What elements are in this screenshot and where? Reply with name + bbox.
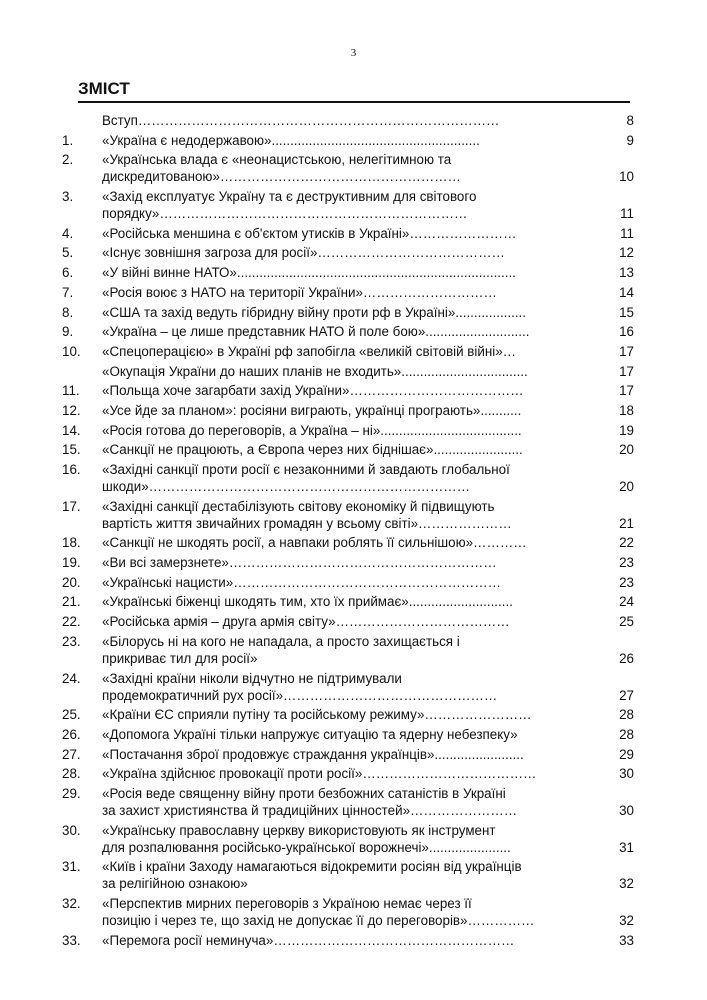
entry-title: за релігійною ознакою» [102, 876, 248, 892]
entry-number: 4. [62, 225, 74, 241]
entry-title: шкоди»……………………………………………………………… [102, 479, 471, 494]
toc-entry [62, 633, 634, 667]
entry-title: «Перемога росії неминуча»……………………………………………… [102, 932, 515, 948]
entry-title: «Окупація України до наших планів не входить».................................. [102, 363, 528, 379]
entry-number: 21. [62, 594, 81, 610]
entry-page: 26 [619, 650, 634, 666]
toc-line [62, 822, 634, 839]
entry-page: 27 [619, 687, 634, 703]
toc-line [62, 402, 634, 419]
entry-number: 3. [62, 189, 74, 205]
entry-number: 28. [62, 766, 81, 782]
entry-page: 11 [620, 225, 634, 241]
toc-line [62, 151, 634, 168]
entry-number: 9. [62, 324, 74, 340]
entry-number: 5. [62, 245, 74, 261]
toc-line [62, 726, 634, 743]
entry-number: 32. [62, 896, 81, 911]
entry-title: «США та захід ведуть гібридну війну проти рф в Україні»................... [102, 304, 526, 320]
toc-entry [62, 244, 634, 261]
toc-line [62, 168, 634, 185]
toc-entry [62, 343, 634, 360]
toc-line [62, 650, 634, 667]
entry-page: 25 [619, 614, 634, 630]
toc-entry [62, 574, 634, 591]
entry-title: продемократичний рух росії»………………………………………… [102, 687, 498, 703]
entry-page: 18 [619, 402, 634, 418]
toc-line [62, 284, 634, 301]
toc-line [62, 498, 634, 515]
toc-entry [62, 132, 634, 149]
entry-title: вартість життя звичайних громадян у всьому світі»………………… [102, 515, 512, 531]
toc-line [62, 839, 634, 856]
toc-entry [62, 554, 634, 571]
toc-entry [62, 858, 634, 892]
entry-title: порядку»…………………………………………………………… [102, 206, 468, 222]
entry-page: 20 [619, 479, 634, 494]
entry-title: «Західні санкції проти росії є незаконними й завдають глобальної [102, 462, 510, 477]
toc-line [62, 932, 634, 949]
entry-title: «Київ і країни Заходу намагаються відокремити росіян від українців [102, 859, 522, 875]
entry-page: 12 [619, 245, 634, 261]
toc-entry [62, 112, 634, 129]
toc-line [62, 875, 634, 892]
toc-entry [62, 706, 634, 723]
entry-page: 14 [619, 284, 634, 300]
toc-entry [62, 593, 634, 610]
entry-page: 33 [619, 932, 634, 948]
entry-number: 20. [62, 574, 81, 590]
entry-page: 16 [619, 324, 634, 340]
toc-entry [62, 785, 634, 819]
toc-entry [62, 746, 634, 763]
entry-title: «Санкції не шкодять росії, а навпаки роблять її сильнішою»………… [102, 535, 527, 551]
entry-title: «Росія веде священну війну проти безбожних сатаністів в Україні [102, 785, 506, 801]
entry-page: 32 [619, 913, 634, 928]
toc-entry [62, 422, 634, 439]
entry-page: 20 [619, 442, 634, 458]
entry-title: «Українські біженці шкодять тим, хто їх приймає»............................ [102, 594, 513, 610]
toc-line [62, 188, 634, 205]
entry-number: 11. [62, 383, 80, 399]
entry-page: 32 [619, 876, 634, 892]
entry-page: 13 [619, 265, 634, 281]
toc-entry [62, 188, 634, 222]
toc-line [62, 461, 634, 478]
toc-line [62, 593, 634, 610]
toc-line [62, 912, 634, 929]
entry-title: «Західні країни ніколи відчутно не підтримували [102, 670, 402, 686]
entry-number: 30. [62, 822, 81, 838]
toc-line [62, 534, 634, 551]
toc-line [62, 112, 634, 129]
entry-number: 17. [62, 498, 81, 514]
entry-title: «У війні винне НАТО»........................................................................... [102, 265, 516, 281]
entry-number: 27. [62, 746, 81, 762]
toc-entry [62, 382, 634, 399]
entry-page: 17 [619, 363, 634, 379]
toc-line [62, 785, 634, 802]
entry-number: 19. [62, 555, 81, 571]
entry-number: 33. [62, 932, 81, 948]
toc-entry [62, 461, 634, 495]
toc-entry [62, 534, 634, 551]
toc-line [62, 858, 634, 875]
entry-title: «Українські нацисти»…………………………………………………… [102, 574, 502, 590]
entry-number: 10. [62, 343, 81, 359]
entry-number: 8. [62, 304, 74, 320]
entry-title: «Україна є недодержавою»........................................................ [102, 132, 480, 148]
toc-line [62, 205, 634, 222]
toc-line [62, 382, 634, 399]
entry-title: для розпалювання російсько-української ворожнечі»...................... [102, 839, 511, 855]
entry-title: «Білорусь ні на кого не нападала, а просто захищається і [102, 633, 460, 649]
entry-title: «Країни ЄС сприяли путіну та російському режиму»…………………… [102, 707, 532, 723]
table-of-contents [62, 112, 634, 949]
entry-number: 12. [62, 402, 81, 418]
toc-entry [62, 151, 634, 185]
page-number: 3 [350, 47, 357, 59]
entry-page: 11 [620, 206, 634, 222]
entry-title: «Польща хоче загарбати захід України»………………………………… [102, 383, 524, 399]
toc-line [62, 574, 634, 591]
entry-title: «Росія готова до переговорів, а Україна – ні»...................................... [102, 422, 522, 438]
entry-page: 17 [619, 343, 634, 359]
entry-number: 18. [62, 535, 81, 551]
toc-entry [62, 822, 634, 856]
toc-entry [62, 264, 634, 281]
toc-line [62, 225, 634, 242]
entry-page: 24 [619, 594, 634, 610]
toc-line [62, 746, 634, 763]
entry-title: «Існує зовнішня загроза для росії»…………………………………… [102, 245, 505, 261]
toc-line [62, 304, 634, 321]
toc-line [62, 670, 634, 687]
entry-number: 1. [62, 132, 74, 148]
entry-number: 23. [62, 633, 81, 649]
entry-title: дискредитованою»……………………………………………… [102, 169, 461, 185]
entry-title: прикриває тил для росії» [102, 650, 258, 666]
entry-title: «Росія воює з НАТО на території України»………………………… [102, 284, 497, 300]
toc-line [62, 244, 634, 261]
entry-page: 23 [619, 555, 634, 571]
entry-title: «Україна – це лише представник НАТО й поле бою»............................ [102, 324, 530, 340]
toc-line [62, 895, 634, 912]
toc-line [62, 478, 634, 495]
entry-title: Вступ……………………………………………………………………… [102, 113, 500, 128]
toc-entry [62, 498, 634, 532]
entry-title: «Західні санкції дестабілізують світову економіку й підвищують [102, 498, 495, 514]
entry-number: 24. [62, 670, 81, 686]
entry-page: 30 [619, 766, 634, 782]
entry-title: «Усе йде за планом»: росіяни виграють, українці програють»........... [102, 402, 522, 418]
entry-page: 10 [619, 169, 634, 185]
toc-line [62, 132, 634, 149]
toc-entry [62, 895, 634, 929]
entry-title: «Україна здійснює провокації проти росії»………………………………… [102, 766, 537, 782]
entry-title: «Російська армія – друга армія світу»………………………………… [102, 614, 510, 630]
toc-line [62, 323, 634, 340]
toc-entry [62, 284, 634, 301]
toc-line [62, 441, 634, 458]
entry-number: 29. [62, 785, 81, 801]
entry-title: «Захід експлуатує Україну та є деструктивним для світового [102, 189, 477, 205]
toc-line [62, 343, 634, 360]
toc-line [62, 765, 634, 782]
entry-number: 22. [62, 614, 81, 630]
toc-entry [62, 765, 634, 782]
toc-entry [62, 323, 634, 340]
entry-page: 15 [619, 304, 634, 320]
entry-title: «Санкції не працюють, а Європа через них біднішає»........................ [102, 442, 523, 458]
entry-title: «Ви всі замерзнете»…………………………………………………… [102, 555, 497, 571]
entry-page: 19 [619, 422, 634, 438]
entry-page: 22 [619, 535, 634, 551]
entry-page: 17 [619, 383, 634, 399]
entry-title: «Українська влада є «неонацистською, нелегітимною та [102, 152, 452, 168]
entry-page: 21 [619, 515, 634, 531]
entry-number: 25. [62, 707, 81, 723]
entry-page: 8 [626, 113, 634, 128]
entry-page: 30 [619, 802, 634, 818]
toc-entry [62, 402, 634, 419]
toc-line [62, 422, 634, 439]
entry-title: «Спецоперацією» в Україні рф запобігла «великій світовій війні»… [102, 343, 517, 359]
entry-title: «Постачання зброї продовжує страждання українців»........................ [102, 746, 524, 762]
entry-number: 7. [62, 284, 74, 300]
entry-page: 23 [619, 574, 634, 590]
toc-line [62, 554, 634, 571]
toc-entry [62, 613, 634, 630]
entry-title: «Російська меншина є об'єктом утисків в Україні»…………………… [102, 225, 517, 241]
toc-line [62, 613, 634, 630]
toc-entry [62, 363, 634, 380]
page-title: ЗМІСТ [78, 78, 630, 103]
toc-line [62, 802, 634, 819]
toc-entry [62, 670, 634, 704]
entry-page: 9 [626, 132, 634, 148]
toc-entry [62, 225, 634, 242]
entry-page: 28 [619, 707, 634, 723]
toc-line [62, 687, 634, 704]
entry-title: за захист християнства й традиційних цінностей»…………………… [102, 802, 518, 818]
toc-entry [62, 441, 634, 458]
toc-line [62, 633, 634, 650]
entry-number: 2. [62, 152, 74, 168]
entry-number: 15. [62, 442, 81, 458]
entry-number: 26. [62, 726, 81, 742]
entry-number: 14. [62, 422, 81, 438]
entry-title: позицію і через те, що захід не допускає її до переговорів»…………… [102, 913, 535, 928]
toc-line [62, 706, 634, 723]
entry-title: «Допомога Україні тільки напружує ситуацію та ядерну небезпеку» [102, 726, 518, 742]
entry-number: 16. [62, 462, 81, 477]
toc-line [62, 264, 634, 281]
toc-entry [62, 304, 634, 321]
entry-page: 28 [619, 726, 634, 742]
toc-entry [62, 726, 634, 743]
entry-page: 29 [619, 746, 634, 762]
entry-title: «Українську православну церкву використовують як інструмент [102, 822, 496, 838]
toc-entry [62, 932, 634, 949]
entry-page: 31 [619, 839, 634, 855]
toc-line [62, 515, 634, 532]
entry-title: «Перспектив мирних переговорів з Україною немає через її [102, 896, 472, 911]
entry-number: 6. [62, 265, 74, 281]
entry-number: 31. [62, 859, 81, 875]
toc-line [62, 363, 634, 380]
